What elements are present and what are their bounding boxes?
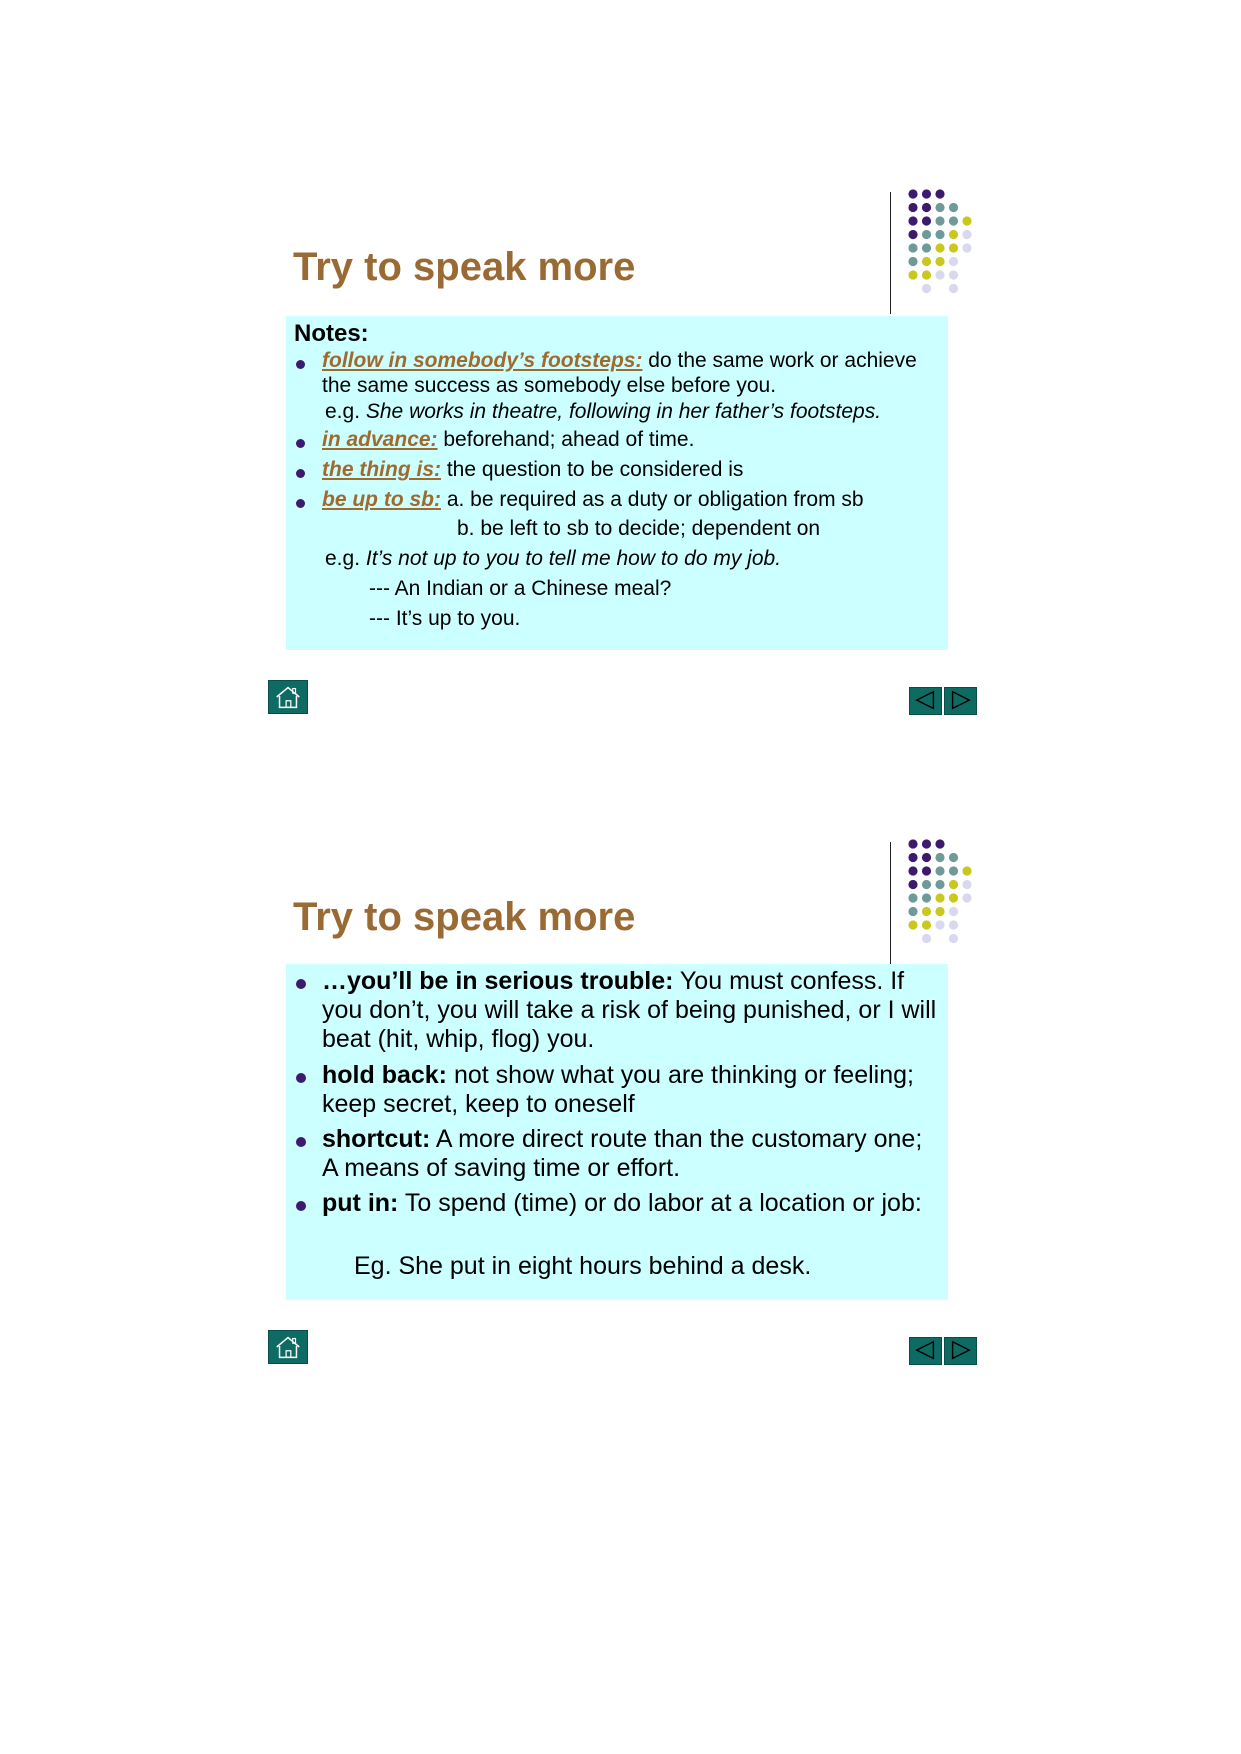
example-line xyxy=(325,547,781,571)
home-button[interactable] xyxy=(268,680,308,714)
decorative-dot xyxy=(949,934,958,943)
definition: a. be required as a duty or obligation from sb xyxy=(441,488,864,511)
list-item xyxy=(322,348,942,398)
decorative-dot xyxy=(962,216,971,225)
list-item xyxy=(322,1189,942,1218)
decorative-dot xyxy=(922,853,931,862)
decorative-dot xyxy=(922,284,931,293)
example-line xyxy=(325,400,881,424)
decorative-dot xyxy=(935,893,944,902)
term: hold back: xyxy=(322,1061,448,1089)
definition: To spend (time) or do labor at a location or job: xyxy=(398,1189,922,1217)
home-icon xyxy=(269,681,307,713)
slide-1 xyxy=(0,180,1241,740)
decorative-dot xyxy=(935,839,944,848)
definition: A more direct route than the customary one; A means of saving time or effort. xyxy=(322,1125,923,1182)
decorative-dot xyxy=(922,839,931,848)
decorative-dot xyxy=(922,880,931,889)
decorative-dot xyxy=(949,907,958,916)
bullet-icon xyxy=(296,469,305,478)
list-item xyxy=(322,457,942,482)
bullet-icon xyxy=(296,360,305,369)
bullet-icon xyxy=(296,499,305,508)
decorative-dot xyxy=(962,880,971,889)
decorative-dot xyxy=(962,230,971,239)
decorative-dot xyxy=(908,853,917,862)
decorative-dot xyxy=(949,866,958,875)
example-text: She works in theatre, following in her father’s footsteps. xyxy=(365,400,882,423)
decorative-dot xyxy=(935,203,944,212)
decorative-dot xyxy=(962,893,971,902)
example-prefix: e.g. xyxy=(325,547,366,570)
term: …you’ll be in serious trouble: xyxy=(322,967,674,995)
decorative-dot xyxy=(908,907,917,916)
definition: beforehand; ahead of time. xyxy=(437,428,695,451)
decorative-dot xyxy=(908,230,917,239)
definition: not show what you are thinking or feeling; keep secret, keep to oneself xyxy=(322,1061,914,1118)
list-item xyxy=(322,967,942,1054)
decorative-dot xyxy=(908,866,917,875)
notes-heading: Notes: xyxy=(294,320,369,347)
example-prefix: e.g. xyxy=(325,400,366,423)
divider-line xyxy=(890,842,891,964)
decorative-dot xyxy=(935,853,944,862)
decorative-dot xyxy=(935,230,944,239)
definition: You must confess. If you don’t, you will take a risk of being punished, or I will beat (hit, whip, flog) you. xyxy=(322,967,937,1053)
term-link[interactable]: the thing is: xyxy=(322,458,441,481)
decorative-dot xyxy=(962,866,971,875)
decorative-dot xyxy=(949,203,958,212)
triangle-left-icon xyxy=(910,1338,941,1364)
decorative-dot xyxy=(949,880,958,889)
bullet-icon xyxy=(296,979,306,989)
decorative-dot xyxy=(935,257,944,266)
notes-box xyxy=(286,964,948,1300)
triangle-left-icon xyxy=(910,688,941,714)
list-item xyxy=(322,1061,942,1119)
decorative-dot xyxy=(962,243,971,252)
decorative-dot xyxy=(922,243,931,252)
bullet-icon xyxy=(296,1201,306,1211)
list-item xyxy=(322,427,942,452)
term-link[interactable]: in advance: xyxy=(322,428,438,451)
term: shortcut: xyxy=(322,1125,431,1153)
decorative-dot xyxy=(922,866,931,875)
decorative-dot xyxy=(949,243,958,252)
definition: the question to be considered is xyxy=(441,458,744,481)
bullet-icon xyxy=(296,439,305,448)
decorative-dot xyxy=(922,230,931,239)
decorative-dot xyxy=(949,853,958,862)
decorative-dot xyxy=(949,257,958,266)
term-link[interactable]: follow in somebody’s footsteps: xyxy=(322,349,643,372)
decorative-dot xyxy=(949,216,958,225)
notes-box xyxy=(286,316,948,650)
decorative-dot xyxy=(949,230,958,239)
decorative-dot xyxy=(922,920,931,929)
decorative-dot xyxy=(922,907,931,916)
decorative-dot xyxy=(922,203,931,212)
example-line: Eg. She put in eight hours behind a desk. xyxy=(354,1252,812,1280)
decorative-dot xyxy=(908,270,917,279)
definition-b: b. be left to sb to decide; dependent on xyxy=(457,517,821,540)
decorative-dot xyxy=(908,203,917,212)
home-button[interactable] xyxy=(268,1330,308,1364)
decorative-dot xyxy=(908,243,917,252)
definition: do the same work or achieve the same success as somebody else before you. xyxy=(322,349,917,397)
previous-button[interactable] xyxy=(909,1337,942,1365)
decorative-dot xyxy=(935,270,944,279)
decorative-dot xyxy=(908,880,917,889)
decorative-dot xyxy=(922,189,931,198)
slide-title: Try to speak more xyxy=(293,245,636,289)
decorative-dot xyxy=(935,189,944,198)
decorative-dot xyxy=(908,216,917,225)
term-link[interactable]: be up to sb: xyxy=(322,488,441,511)
slide-2 xyxy=(0,830,1241,1390)
decorative-dot xyxy=(922,216,931,225)
decorative-dot xyxy=(908,920,917,929)
decorative-dot xyxy=(935,243,944,252)
triangle-right-icon xyxy=(945,1338,976,1364)
dialog-line: --- It’s up to you. xyxy=(369,607,521,630)
triangle-right-icon xyxy=(945,688,976,714)
decorative-dot xyxy=(908,257,917,266)
decorative-dot xyxy=(935,216,944,225)
decorative-dot xyxy=(922,893,931,902)
decorative-dot xyxy=(949,284,958,293)
decorative-dot xyxy=(922,934,931,943)
decorative-dot xyxy=(935,907,944,916)
list-item xyxy=(322,1125,942,1183)
decorative-dot xyxy=(908,839,917,848)
bullet-icon xyxy=(296,1073,306,1083)
decorative-dot xyxy=(949,920,958,929)
bullet-icon xyxy=(296,1137,306,1147)
decorative-dot xyxy=(935,880,944,889)
decorative-dot xyxy=(908,893,917,902)
decorative-dot xyxy=(949,893,958,902)
example-text: It’s not up to you to tell me how to do my job. xyxy=(365,547,782,570)
previous-button[interactable] xyxy=(909,687,942,715)
next-button[interactable] xyxy=(944,1337,977,1365)
decorative-dot xyxy=(935,920,944,929)
divider-line xyxy=(890,192,891,314)
term: put in: xyxy=(322,1189,399,1217)
slide-title: Try to speak more xyxy=(293,895,636,939)
decorative-dot xyxy=(935,866,944,875)
dialog-line: --- An Indian or a Chinese meal? xyxy=(369,577,672,600)
decorative-dot xyxy=(922,270,931,279)
decorative-dot xyxy=(922,257,931,266)
home-icon xyxy=(269,1331,307,1363)
list-item xyxy=(322,487,942,512)
decorative-dot xyxy=(908,189,917,198)
decorative-dot xyxy=(949,270,958,279)
next-button[interactable] xyxy=(944,687,977,715)
